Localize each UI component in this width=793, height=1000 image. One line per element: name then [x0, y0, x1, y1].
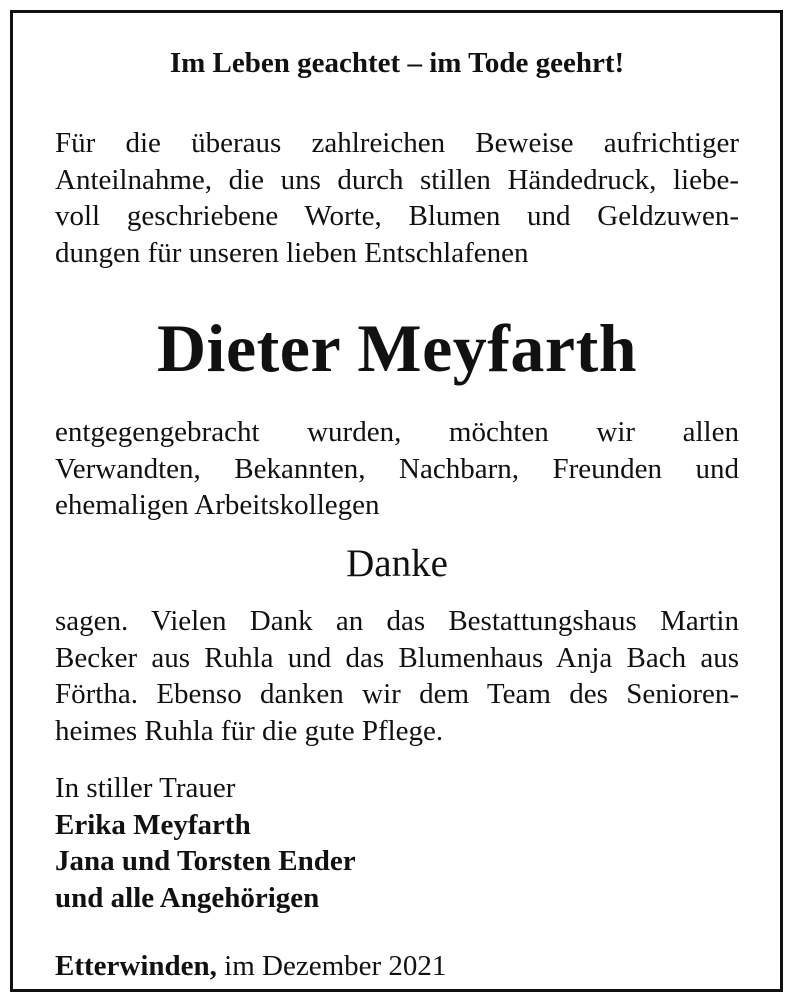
closing-line: heimes Ruhla für die gute Pflege.	[55, 714, 444, 747]
mourner-name: Erika Meyfarth	[55, 808, 251, 841]
place-date-line	[55, 948, 739, 984]
signature-block	[55, 770, 739, 916]
closing-line: Becker aus Ruhla und das Blumenhaus Anja Bach aus	[55, 641, 739, 674]
closing-paragraph	[55, 603, 739, 749]
middle-line: ehemaligen Arbeitskollegen	[55, 489, 380, 521]
intro-line: dungen für unseren lieben Entschlafenen	[55, 236, 529, 269]
closing-line: sagen. Vielen Dank an das Bestattungshaus Martin	[55, 605, 739, 637]
intro-line: voll geschriebene Worte, Blumen und Geldzuwen-	[55, 200, 739, 232]
middle-paragraph	[55, 414, 739, 524]
date: im Dezember 2021	[224, 950, 447, 982]
middle-line: entgegengebracht wurden, möchten wir allen	[55, 416, 739, 448]
middle-line: Verwandten, Bekannten, Nachbarn, Freunden und	[55, 452, 739, 485]
intro-line: Anteilnahme, die uns durch stillen Händedruck, liebe-	[55, 163, 739, 196]
deceased-name: Dieter Meyfarth	[156, 310, 638, 386]
mourner-name: und alle Angehörigen	[55, 881, 320, 914]
closing-line: Förtha. Ebenso danken wir dem Team des Senioren-	[55, 678, 739, 710]
mourner-name: Jana und Torsten Ender	[55, 845, 356, 877]
place: Etterwinden,	[55, 950, 217, 982]
intro-line: Für die überaus zahlreichen Beweise aufrichtiger	[55, 127, 739, 159]
obituary-frame	[10, 10, 783, 992]
mourning-intro: In stiller Trauer	[55, 772, 236, 804]
intro-paragraph	[55, 125, 739, 271]
thanks-word: Danke	[346, 542, 448, 585]
heading: Im Leben geachtet – im Tode geehrt!	[169, 47, 625, 79]
